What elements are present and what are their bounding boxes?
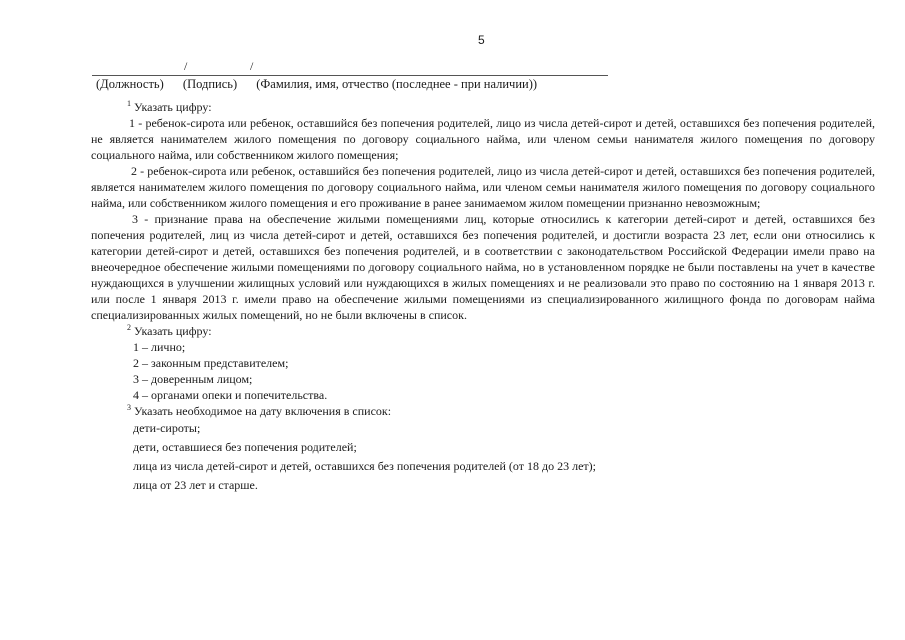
full-name-label: (Фамилия, имя, отчество (последнее - при наличии)) — [256, 77, 538, 91]
footnote-mark: 1 — [127, 99, 131, 108]
footnote-mark: 2 — [127, 323, 131, 332]
signature-line — [92, 59, 608, 76]
signature-label: (Подпись) — [182, 77, 238, 91]
footnote-2 — [91, 323, 875, 403]
list-item: дети, оставшиеся без попечения родителей; — [133, 440, 357, 454]
footnote-header-text: Указать цифру: — [134, 324, 212, 338]
footnote-header-text: Указать цифру: — [134, 100, 212, 114]
list-item: лица из числа детей-сирот и детей, оставшихся без попечения родителей (от 18 до 23 лет); — [133, 459, 597, 473]
list-item: 4 – органами опеки и попечительства. — [133, 388, 328, 402]
separator-slash: / — [250, 59, 254, 73]
list-item: 3 – доверенным лицом; — [133, 372, 253, 386]
footnote-item: 3 - признание права на обеспечение жилыми помещениями лиц, которые относились к категории детей-сирот и детей, оставшихся без попечения родителей, лиц из числа детей-сирот и детей, оставшихся без попечения родителей, и достигли возраста 23 лет, если они относились к категории детей-сирот и детей, оставшихся без попечения родителей, и в соответствии с законодательством Российской Федерации имели право на внеочередное обеспечение жилыми помещениями по договору социального найма, но в установленном порядке не были поставлены на учет в качестве нуждающихся в улучшении жилищных условий или нуждающихся в жилых помещениях и не реализовали это право по состоянию на 1 января 2013 г. или после 1 января 2013 г. имели право на обеспечение жилыми помещениями из специализированного жилищного фонда по договорам найма специализированных жилых помещений, но не были включены в список. — [91, 212, 875, 322]
separator-slash: / — [184, 59, 188, 73]
signature-labels — [96, 77, 553, 92]
footnote-mark: 3 — [127, 403, 131, 412]
footnotes — [91, 99, 875, 495]
footnote-header-text: Указать необходимое на дату включения в список: — [134, 404, 392, 418]
footnote-item: 1 - ребенок-сирота или ребенок, оставшийся без попечения родителей, лицо из числа детей-сирот и детей, оставшихся без попечения родителей, не является нанимателем жилого помещения по договору социального найма, или членом семьи нанимателя жилого помещения по договору социального найма, или собственником жилого помещения; — [91, 116, 875, 162]
list-item: 2 – законным представителем; — [133, 356, 289, 370]
list-item: лица от 23 лет и старше. — [133, 478, 258, 492]
page-number: 5 — [478, 33, 485, 47]
footnote-item: 2 - ребенок-сирота или ребенок, оставшийся без попечения родителей, лицо из числа детей-сирот и детей, оставшихся без попечения родителей, является нанимателем жилого помещения по договору социального найма, или членом семьи нанимателя жилого помещения по договору социального найма, или собственником жилого помещения и его проживание в ранее занимаемом жилом помещении признанно невозможным; — [91, 164, 875, 210]
footnote-header — [91, 99, 875, 115]
list-item: дети-сироты; — [133, 421, 201, 435]
footnote-header — [91, 403, 875, 419]
footnote-header — [91, 323, 875, 339]
footnote-3 — [91, 403, 875, 495]
footnote-1 — [91, 99, 875, 323]
list-item: 1 – лично; — [133, 340, 186, 354]
position-label: (Должность) — [96, 77, 164, 91]
